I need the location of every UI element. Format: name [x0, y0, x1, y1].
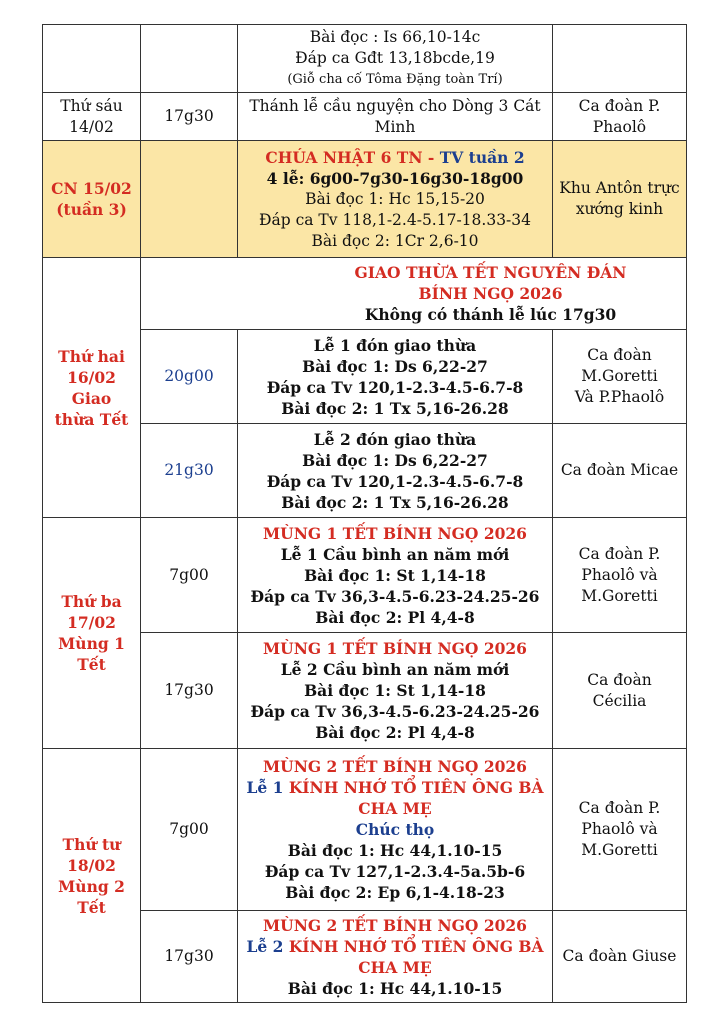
choir-cell: [553, 633, 687, 749]
table-row: [43, 518, 687, 633]
day-cell: [43, 25, 141, 93]
mass-schedule-table: [42, 24, 687, 1003]
table-row: [43, 749, 687, 911]
reading-line: Bài đọc : Is 66,10-14c: [309, 28, 481, 46]
table-row: [43, 25, 687, 93]
day-cell: [43, 141, 141, 258]
reading-1: Bài đọc 1: Hc 44,1.10-15: [287, 841, 503, 860]
choir-line: Phaolô và: [581, 565, 658, 584]
date: 17/02: [67, 613, 116, 632]
choir-line: M.Goretti: [581, 367, 658, 385]
choir-cell: Ca đoàn Giuse: [553, 911, 687, 1003]
psalm: Đáp ca Tv 120,1-2.3-4.5-6.7-8: [266, 377, 524, 397]
reading-1: Bài đọc 1: Ds 6,22-27: [302, 356, 488, 376]
eve-title: BÍNH NGỌ 2026: [418, 284, 563, 303]
occasion: Tết: [77, 655, 106, 674]
psalm: Đáp ca Tv 127,1-2.3.4-5a.5b-6: [264, 862, 526, 881]
time-cell: [141, 141, 238, 258]
choir-cell: Ca đoàn Micae: [553, 424, 687, 518]
mass-label: Lễ 2 Cầu bình an năm mới: [280, 660, 510, 679]
time-cell: 7g00: [141, 518, 238, 633]
choir-line: Ca đoàn: [587, 346, 652, 364]
time-cell: 17g30: [141, 633, 238, 749]
choir-line: Ca đoàn P.: [578, 799, 661, 817]
week-label: (tuần 3): [56, 200, 127, 219]
time-cell: [141, 25, 238, 93]
mass-title: KÍNH NHỚ TỔ TIÊN ÔNG BÀ CHA MẸ: [288, 936, 544, 977]
choir-line: Phaolô và: [581, 820, 658, 838]
weekday: Thứ ba: [61, 592, 122, 611]
mass-label: Lễ 1: [246, 778, 289, 797]
feast-title: MÙNG 2 TẾT BÍNH NGỌ 2026: [263, 915, 527, 935]
choir-line: M.Goretti: [581, 841, 658, 859]
day-cell: [43, 518, 141, 749]
table-row-sunday: [43, 141, 687, 258]
reading-cell: [238, 424, 553, 518]
psalm: Đáp ca Tv 120,1-2.3-4.5-6.7-8: [266, 471, 524, 491]
reading-1: Bài đọc 1: St 1,14-18: [304, 565, 486, 585]
reading-cell: [238, 25, 553, 93]
reading-cell: [238, 633, 553, 749]
reading-1: Bài đọc 1: Ds 6,22-27: [302, 450, 488, 470]
psalm: Đáp ca Tv 36,3-4.5-6.23-24.25-26: [250, 586, 540, 606]
choir-line: Ca đoàn P.: [578, 544, 661, 563]
reading-2: Bài đọc 2: Pl 4,4-8: [315, 607, 475, 627]
time-cell: 7g00: [141, 749, 238, 911]
psalm: Đáp ca Tv 36,3-4.5-6.23-24.25-26: [250, 702, 540, 721]
eve-header-cell: [141, 258, 687, 330]
choir-cell: [553, 749, 687, 911]
mass-times: 4 lễ: 6g00-7g30-16g30-18g00: [266, 168, 524, 188]
choir-line: Ca đoàn: [587, 670, 652, 689]
choir-cell: Khu Antôn trực xướng kinh: [553, 141, 687, 258]
reading-1: Bài đọc 1: St 1,14-18: [304, 681, 486, 700]
mass-title: KÍNH NHỚ TỔ TIÊN ÔNG BÀ CHA MẸ: [288, 778, 544, 818]
time-cell: 21g30: [141, 424, 238, 518]
reading-cell: [238, 518, 553, 633]
date: 18/02: [67, 855, 116, 875]
choir-cell: [553, 25, 687, 93]
occasion: Mùng 1: [58, 634, 125, 653]
eve-title: GIAO THỪA TẾT NGUYÊN ĐÁN: [354, 263, 627, 282]
weekday: Thứ hai: [58, 346, 125, 366]
table-row: [43, 93, 687, 141]
choir-cell: [553, 518, 687, 633]
reading-2: Bài đọc 2: Pl 4,4-8: [315, 723, 475, 742]
day-label: CN 15/02: [51, 179, 132, 198]
occasion: Mùng 2: [58, 876, 125, 896]
day-cell: [43, 258, 141, 518]
reading-cell: [238, 911, 553, 1003]
choir-line: Và P.Phaolô: [574, 388, 665, 406]
eve-note: Không có thánh lễ lúc 17g30: [364, 305, 617, 324]
reading-cell: [238, 330, 553, 424]
reading-2: Bài đọc 2: 1Cr 2,6-10: [311, 231, 479, 250]
anniversary-note: (Giỗ cha cố Tôma Đặng toàn Trí): [287, 72, 503, 87]
reading-1: Bài đọc 1: Hc 44,1.10-15: [287, 978, 503, 998]
sunday-title: CHÚA NHẬT 6 TN -: [265, 147, 440, 167]
reading-1: Bài đọc 1: Hc 15,15-20: [305, 189, 485, 208]
psalm: Đáp ca Tv 118,1-2.4-5.17-18.33-34: [258, 210, 532, 229]
date: 16/02: [67, 367, 116, 387]
reading-cell: [238, 141, 553, 258]
reading-cell: [238, 749, 553, 911]
mass-subtitle: Chúc thọ: [355, 820, 435, 839]
mass-label: Lễ 1 đón giao thừa: [313, 335, 477, 355]
occasion: Tết: [77, 897, 106, 917]
reading-2: Bài đọc 2: 1 Tx 5,16-26.28: [281, 398, 509, 418]
feast-title: MÙNG 1 TẾT BÍNH NGỌ 2026: [263, 523, 527, 543]
feast-title: MÙNG 2 TẾT BÍNH NGỌ 2026: [263, 757, 527, 776]
choir-cell: [553, 330, 687, 424]
mass-label: Lễ 2 đón giao thừa: [313, 429, 477, 449]
choir-cell: Ca đoàn P. Phaolô: [553, 93, 687, 141]
day-cell: [43, 749, 141, 1003]
psalter-week: TV tuần 2: [439, 147, 525, 167]
choir-line: M.Goretti: [581, 586, 658, 605]
mass-intention: Thánh lễ cầu nguyện cho Dòng 3 Cát Minh: [238, 93, 553, 141]
reading-2: Bài đọc 2: 1 Tx 5,16-26.28: [281, 492, 509, 512]
time-cell: 20g00: [141, 330, 238, 424]
time-cell: 17g30: [141, 93, 238, 141]
mass-label: Lễ 1 Cầu bình an năm mới: [280, 544, 510, 564]
occasion: thừa Tết: [54, 409, 129, 429]
weekday: Thứ tư: [62, 834, 121, 854]
time-cell: 17g30: [141, 911, 238, 1003]
choir-line: Cécilia: [592, 691, 647, 710]
day-cell: Thứ sáu 14/02: [43, 93, 141, 141]
mass-label: Lễ 2: [246, 936, 289, 956]
reading-2: Bài đọc 2: Ep 6,1-4.18-23: [285, 883, 505, 902]
occasion: Giao: [71, 388, 112, 408]
table-row: [43, 258, 687, 330]
psalm-line: Đáp ca Gđt 13,18bcde,19: [295, 49, 495, 67]
feast-title: MÙNG 1 TẾT BÍNH NGỌ 2026: [263, 639, 527, 658]
